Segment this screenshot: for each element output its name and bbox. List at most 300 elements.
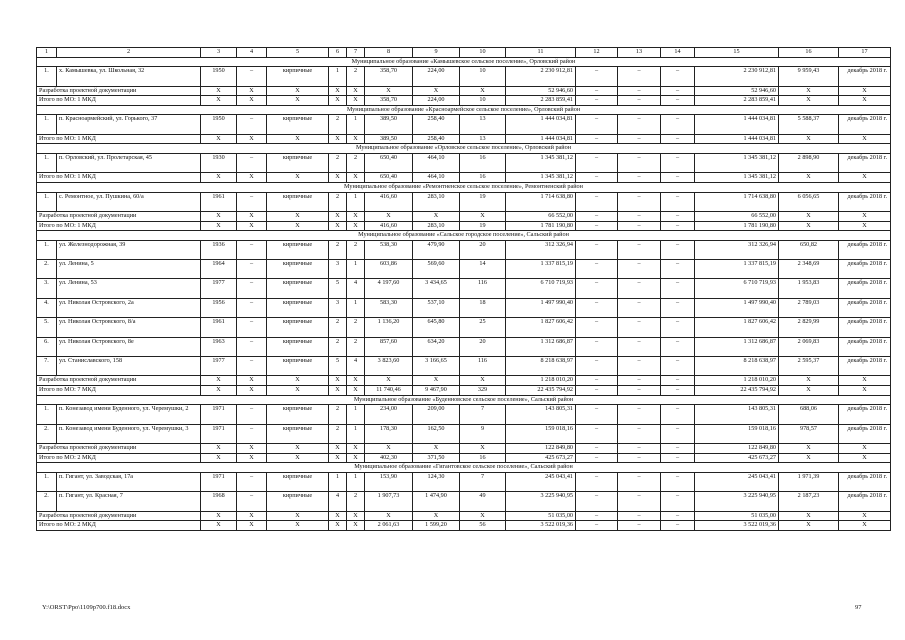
table-cell: 1 345 381,12	[506, 153, 576, 172]
table-cell: X	[365, 86, 413, 96]
table-cell: декабрь 2018 г.	[839, 260, 891, 279]
table-cell: X	[201, 221, 237, 231]
summary-label: Разработка проектной документации	[37, 511, 201, 521]
table-cell: X	[413, 443, 460, 453]
table-cell: 3.	[37, 279, 57, 298]
header-cell: 4	[237, 48, 267, 58]
table-row	[37, 424, 891, 443]
table-cell: 25	[460, 318, 506, 337]
table-cell: 1	[329, 67, 347, 86]
table-cell: 2 283 859,41	[695, 96, 779, 106]
table-cell: –	[661, 298, 695, 317]
table-cell: –	[576, 405, 618, 424]
header-cell: 14	[661, 48, 695, 58]
summary-label: Разработка проектной документации	[37, 376, 201, 386]
table-cell: 1.	[37, 67, 57, 86]
table-cell: 66 552,00	[695, 211, 779, 221]
table-cell: 479,90	[413, 240, 460, 259]
summary-row	[37, 211, 891, 221]
table-cell: 3 522 019,36	[695, 521, 779, 531]
table-cell: 14	[460, 260, 506, 279]
summary-label: Итого по МО: 1 МКД	[37, 173, 201, 183]
table-cell: 22 435 794,92	[695, 386, 779, 396]
table-cell: 538,30	[365, 240, 413, 259]
table-cell: X	[347, 211, 365, 221]
table-cell: 16	[460, 173, 506, 183]
table-cell: декабрь 2018 г.	[839, 240, 891, 259]
table-cell: –	[618, 318, 661, 337]
table-cell: 1956	[201, 298, 237, 317]
header-cell: 15	[695, 48, 779, 58]
table-cell: 283,10	[413, 192, 460, 211]
table-cell: декабрь 2018 г.	[839, 492, 891, 511]
table-cell: 116	[460, 357, 506, 376]
summary-label: Итого по МО: 2 МКД	[37, 521, 201, 531]
table-cell: кирпичные	[267, 405, 329, 424]
table-cell: 2 898,90	[779, 153, 839, 172]
table-cell: 425 673,27	[506, 453, 576, 463]
table-cell: –	[237, 115, 267, 134]
table-cell: 1964	[201, 260, 237, 279]
table-row	[37, 67, 891, 86]
table-cell: 1 907,73	[365, 492, 413, 511]
table-cell: –	[618, 211, 661, 221]
table-row	[37, 492, 891, 511]
table-cell: –	[661, 279, 695, 298]
table-cell: X	[201, 511, 237, 521]
table-cell: 358,70	[365, 96, 413, 106]
table-cell: 143 805,31	[695, 405, 779, 424]
table-cell: –	[237, 153, 267, 172]
table-cell: 3	[329, 260, 347, 279]
table-cell: декабрь 2018 г.	[839, 424, 891, 443]
table-cell: кирпичные	[267, 115, 329, 134]
table-cell: 2 061,63	[365, 521, 413, 531]
summary-row	[37, 443, 891, 453]
summary-row	[37, 511, 891, 521]
table-cell: –	[618, 96, 661, 106]
table-cell: 22 435 794,92	[506, 386, 576, 396]
table-cell: кирпичные	[267, 153, 329, 172]
table-cell: –	[661, 443, 695, 453]
table-cell: X	[237, 521, 267, 531]
table-cell: X	[779, 386, 839, 396]
section-title-row	[37, 144, 891, 154]
table-cell: 2	[347, 67, 365, 86]
table-cell: X	[460, 211, 506, 221]
table-cell: 8 218 638,97	[695, 357, 779, 376]
summary-row	[37, 173, 891, 183]
table-cell: –	[576, 211, 618, 221]
header-cell: 12	[576, 48, 618, 58]
table-cell: –	[661, 492, 695, 511]
table-cell: 2.	[37, 424, 57, 443]
section-title: Муниципальное образование «Буденновское сельское поселение», Сальский район	[37, 395, 891, 405]
table-cell: 13	[460, 134, 506, 144]
table-cell: декабрь 2018 г.	[839, 298, 891, 317]
table-cell: –	[237, 405, 267, 424]
table-cell: –	[237, 298, 267, 317]
table-cell: 1950	[201, 115, 237, 134]
table-cell: 51 035,00	[506, 511, 576, 521]
table-cell: 224,00	[413, 67, 460, 86]
table-cell: 2	[329, 405, 347, 424]
section-title: Муниципальное образование «Камышевское сельское поселение», Орловский район	[37, 57, 891, 67]
summary-label: Итого по МО: 2 МКД	[37, 453, 201, 463]
table-cell: 5 588,37	[779, 115, 839, 134]
table-cell: –	[661, 472, 695, 491]
table-cell: 650,82	[779, 240, 839, 259]
table-cell: 1971	[201, 472, 237, 491]
table-cell: ул. Ленина, 5	[57, 260, 201, 279]
table-cell: 1 497 990,40	[695, 298, 779, 317]
table-cell: кирпичные	[267, 357, 329, 376]
table-row	[37, 472, 891, 491]
table-cell: –	[661, 376, 695, 386]
table-cell: 224,00	[413, 96, 460, 106]
table-cell: X	[839, 211, 891, 221]
table-cell: X	[329, 386, 347, 396]
table-row	[37, 115, 891, 134]
section-title-row	[37, 105, 891, 115]
table-cell: –	[576, 192, 618, 211]
table-cell: X	[779, 521, 839, 531]
table-cell: 52 946,60	[506, 86, 576, 96]
summary-row	[37, 376, 891, 386]
table-cell: –	[576, 240, 618, 259]
table-cell: кирпичные	[267, 240, 329, 259]
table-cell: 1 781 190,80	[695, 221, 779, 231]
table-cell: 1 337 815,19	[695, 260, 779, 279]
table-cell: 245 043,41	[506, 472, 576, 491]
table-cell: 209,00	[413, 405, 460, 424]
table-cell: 4 197,60	[365, 279, 413, 298]
table-cell: 20	[460, 240, 506, 259]
table-cell: 569,60	[413, 260, 460, 279]
table-cell: 1 971,39	[779, 472, 839, 491]
table-cell: 1 345 381,12	[506, 173, 576, 183]
table-cell: –	[661, 386, 695, 396]
table-cell: ул. Ленина, 53	[57, 279, 201, 298]
table-cell: декабрь 2018 г.	[839, 115, 891, 134]
table-cell: 143 805,31	[506, 405, 576, 424]
table-cell: 2	[329, 153, 347, 172]
table-row	[37, 337, 891, 356]
table-cell: X	[237, 86, 267, 96]
table-cell: –	[661, 86, 695, 96]
header-row	[37, 48, 891, 58]
table-cell: декабрь 2018 г.	[839, 318, 891, 337]
table-cell: 10	[460, 96, 506, 106]
table-cell: 1	[347, 298, 365, 317]
table-cell: X	[267, 96, 329, 106]
table-cell: X	[347, 511, 365, 521]
summary-row	[37, 453, 891, 463]
table-cell: п. Конезавод имени Буденного, ул. Черемушки, 2	[57, 405, 201, 424]
table-cell: X	[267, 376, 329, 386]
table-cell: 16	[460, 153, 506, 172]
summary-row	[37, 521, 891, 531]
table-cell: –	[576, 453, 618, 463]
table-cell: 389,50	[365, 134, 413, 144]
table-cell: X	[267, 453, 329, 463]
table-cell: х. Камышевка, ул. Школьная, 32	[57, 67, 201, 86]
table-cell: X	[201, 521, 237, 531]
section-title-row	[37, 231, 891, 241]
table-cell: 416,60	[365, 192, 413, 211]
table-cell: 258,40	[413, 115, 460, 134]
table-cell: –	[618, 443, 661, 453]
table-cell: 425 673,27	[695, 453, 779, 463]
table-cell: X	[365, 443, 413, 453]
summary-label: Итого по МО: 1 МКД	[37, 221, 201, 231]
summary-label: Разработка проектной документации	[37, 86, 201, 96]
table-cell: 2 187,23	[779, 492, 839, 511]
table-cell: 2 230 912,81	[506, 67, 576, 86]
table-cell: 2.	[37, 492, 57, 511]
table-cell: –	[618, 86, 661, 96]
table-cell: –	[237, 472, 267, 491]
table-cell: X	[201, 376, 237, 386]
table-cell: 6 710 719,93	[506, 279, 576, 298]
table-cell: декабрь 2018 г.	[839, 67, 891, 86]
document-page	[36, 47, 887, 531]
table-cell: 1 444 034,81	[506, 134, 576, 144]
table-cell: X	[779, 86, 839, 96]
table-cell: декабрь 2018 г.	[839, 405, 891, 424]
table-cell: –	[661, 453, 695, 463]
table-cell: 162,50	[413, 424, 460, 443]
table-cell: 4.	[37, 298, 57, 317]
table-cell: 1 497 990,40	[506, 298, 576, 317]
table-cell: кирпичные	[267, 318, 329, 337]
table-cell: –	[618, 357, 661, 376]
table-cell: 4	[347, 279, 365, 298]
table-cell: 2	[329, 240, 347, 259]
summary-label: Разработка проектной документации	[37, 443, 201, 453]
table-cell: 19	[460, 192, 506, 211]
table-row	[37, 318, 891, 337]
table-cell: ул. Станиславского, 158	[57, 357, 201, 376]
table-cell: 5	[329, 279, 347, 298]
section-title-row	[37, 57, 891, 67]
table-cell: 1	[347, 192, 365, 211]
table-cell: 358,70	[365, 67, 413, 86]
table-row	[37, 240, 891, 259]
table-cell: –	[237, 192, 267, 211]
table-cell: 2 789,03	[779, 298, 839, 317]
table-cell: декабрь 2018 г.	[839, 192, 891, 211]
table-cell: 2 283 859,41	[506, 96, 576, 106]
table-cell: 1 218 010,20	[695, 376, 779, 386]
table-cell: X	[839, 521, 891, 531]
header-cell: 7	[347, 48, 365, 58]
table-cell: X	[839, 443, 891, 453]
table-cell: 52 946,60	[695, 86, 779, 96]
table-cell: –	[576, 492, 618, 511]
table-cell: X	[839, 96, 891, 106]
table-cell: X	[201, 86, 237, 96]
table-cell: 122 849,80	[506, 443, 576, 453]
table-cell: X	[347, 134, 365, 144]
table-cell: 1.	[37, 192, 57, 211]
table-cell: 116	[460, 279, 506, 298]
table-cell: 153,90	[365, 472, 413, 491]
table-cell: X	[329, 134, 347, 144]
table-cell: 5.	[37, 318, 57, 337]
table-cell: –	[618, 134, 661, 144]
table-cell: 1.	[37, 115, 57, 134]
table-cell: X	[779, 443, 839, 453]
table-cell: 1 136,20	[365, 318, 413, 337]
table-cell: –	[576, 86, 618, 96]
table-cell: X	[779, 453, 839, 463]
table-cell: X	[365, 211, 413, 221]
table-cell: X	[237, 96, 267, 106]
table-cell: –	[661, 221, 695, 231]
table-cell: 19	[460, 221, 506, 231]
table-cell: –	[661, 260, 695, 279]
table-cell: X	[779, 211, 839, 221]
table-cell: X	[201, 134, 237, 144]
table-cell: 1950	[201, 67, 237, 86]
table-cell: 1 827 606,42	[695, 318, 779, 337]
table-cell: –	[576, 357, 618, 376]
table-cell: –	[576, 173, 618, 183]
table-cell: 1 444 034,81	[695, 134, 779, 144]
table-cell: 1	[347, 472, 365, 491]
table-cell: кирпичные	[267, 192, 329, 211]
table-cell: 124,30	[413, 472, 460, 491]
table-cell: –	[576, 279, 618, 298]
table-cell: с. Ремонтное, ул. Пушкина, 60/a	[57, 192, 201, 211]
table-cell: 234,00	[365, 405, 413, 424]
table-cell: 1961	[201, 192, 237, 211]
table-cell: 329	[460, 386, 506, 396]
table-cell: 2 829,99	[779, 318, 839, 337]
table-cell: 5	[329, 357, 347, 376]
header-cell: 3	[201, 48, 237, 58]
table-cell: X	[779, 376, 839, 386]
table-cell: кирпичные	[267, 298, 329, 317]
table-cell: ул. Николая Островского, 8е	[57, 337, 201, 356]
table-cell: 312 326,94	[695, 240, 779, 259]
table-cell: X	[329, 173, 347, 183]
table-cell: 159 018,16	[695, 424, 779, 443]
table-cell: 1 345 381,12	[695, 173, 779, 183]
table-cell: 1 781 190,80	[506, 221, 576, 231]
table-cell: X	[329, 443, 347, 453]
table-cell: ул. Николая Островского, 2а	[57, 298, 201, 317]
section-title-row	[37, 395, 891, 405]
table-cell: 2	[347, 337, 365, 356]
table-cell: X	[347, 86, 365, 96]
table-cell: 56	[460, 521, 506, 531]
table-cell: –	[576, 472, 618, 491]
table-cell: ул. Николая Островского, 8/a	[57, 318, 201, 337]
table-row	[37, 153, 891, 172]
table-cell: –	[237, 240, 267, 259]
table-cell: кирпичные	[267, 279, 329, 298]
table-cell: –	[618, 153, 661, 172]
table-cell: X	[460, 376, 506, 386]
table-cell: 2	[347, 240, 365, 259]
table-cell: 583,30	[365, 298, 413, 317]
housing-repair-table	[36, 47, 891, 531]
table-cell: 1.	[37, 153, 57, 172]
table-cell: –	[618, 511, 661, 521]
table-cell: –	[618, 521, 661, 531]
table-cell: кирпичные	[267, 424, 329, 443]
table-cell: –	[237, 67, 267, 86]
table-cell: 122 849,80	[695, 443, 779, 453]
table-cell: 6.	[37, 337, 57, 356]
table-cell: 6 056,65	[779, 192, 839, 211]
table-cell: X	[347, 386, 365, 396]
table-cell: 20	[460, 337, 506, 356]
table-cell: 389,50	[365, 115, 413, 134]
table-cell: –	[618, 67, 661, 86]
table-cell: п. Орловский, ул. Пролетарская, 45	[57, 153, 201, 172]
summary-row	[37, 221, 891, 231]
table-row	[37, 298, 891, 317]
table-cell: X	[413, 86, 460, 96]
table-cell: X	[347, 521, 365, 531]
table-cell: –	[618, 298, 661, 317]
table-cell: 464,10	[413, 173, 460, 183]
table-cell: X	[329, 511, 347, 521]
table-cell: 1971	[201, 424, 237, 443]
table-cell: кирпичные	[267, 260, 329, 279]
header-cell: 13	[618, 48, 661, 58]
table-cell: 2	[329, 115, 347, 134]
table-cell: –	[661, 96, 695, 106]
table-cell: –	[237, 260, 267, 279]
table-cell: X	[329, 376, 347, 386]
table-cell: –	[618, 453, 661, 463]
table-cell: X	[779, 96, 839, 106]
table-row	[37, 279, 891, 298]
table-row	[37, 192, 891, 211]
table-cell: X	[201, 453, 237, 463]
table-cell: –	[618, 279, 661, 298]
table-cell: кирпичные	[267, 67, 329, 86]
table-cell: 51 035,00	[695, 511, 779, 521]
table-cell: –	[661, 67, 695, 86]
table-cell: 1 444 034,81	[695, 115, 779, 134]
table-cell: X	[237, 173, 267, 183]
table-cell: X	[267, 86, 329, 96]
table-cell: 2.	[37, 260, 57, 279]
table-cell: X	[201, 211, 237, 221]
table-cell: 371,50	[413, 453, 460, 463]
table-cell: 1968	[201, 492, 237, 511]
table-cell: X	[267, 173, 329, 183]
table-cell: 258,40	[413, 134, 460, 144]
table-cell: X	[460, 511, 506, 521]
header-cell: 1	[37, 48, 57, 58]
table-cell: 3 522 019,36	[506, 521, 576, 531]
table-cell: X	[267, 511, 329, 521]
table-cell: 159 018,16	[506, 424, 576, 443]
table-cell: –	[661, 521, 695, 531]
table-cell: –	[576, 511, 618, 521]
table-cell: 18	[460, 298, 506, 317]
table-cell: –	[576, 115, 618, 134]
table-cell: –	[618, 337, 661, 356]
table-cell: 645,80	[413, 318, 460, 337]
table-row	[37, 405, 891, 424]
